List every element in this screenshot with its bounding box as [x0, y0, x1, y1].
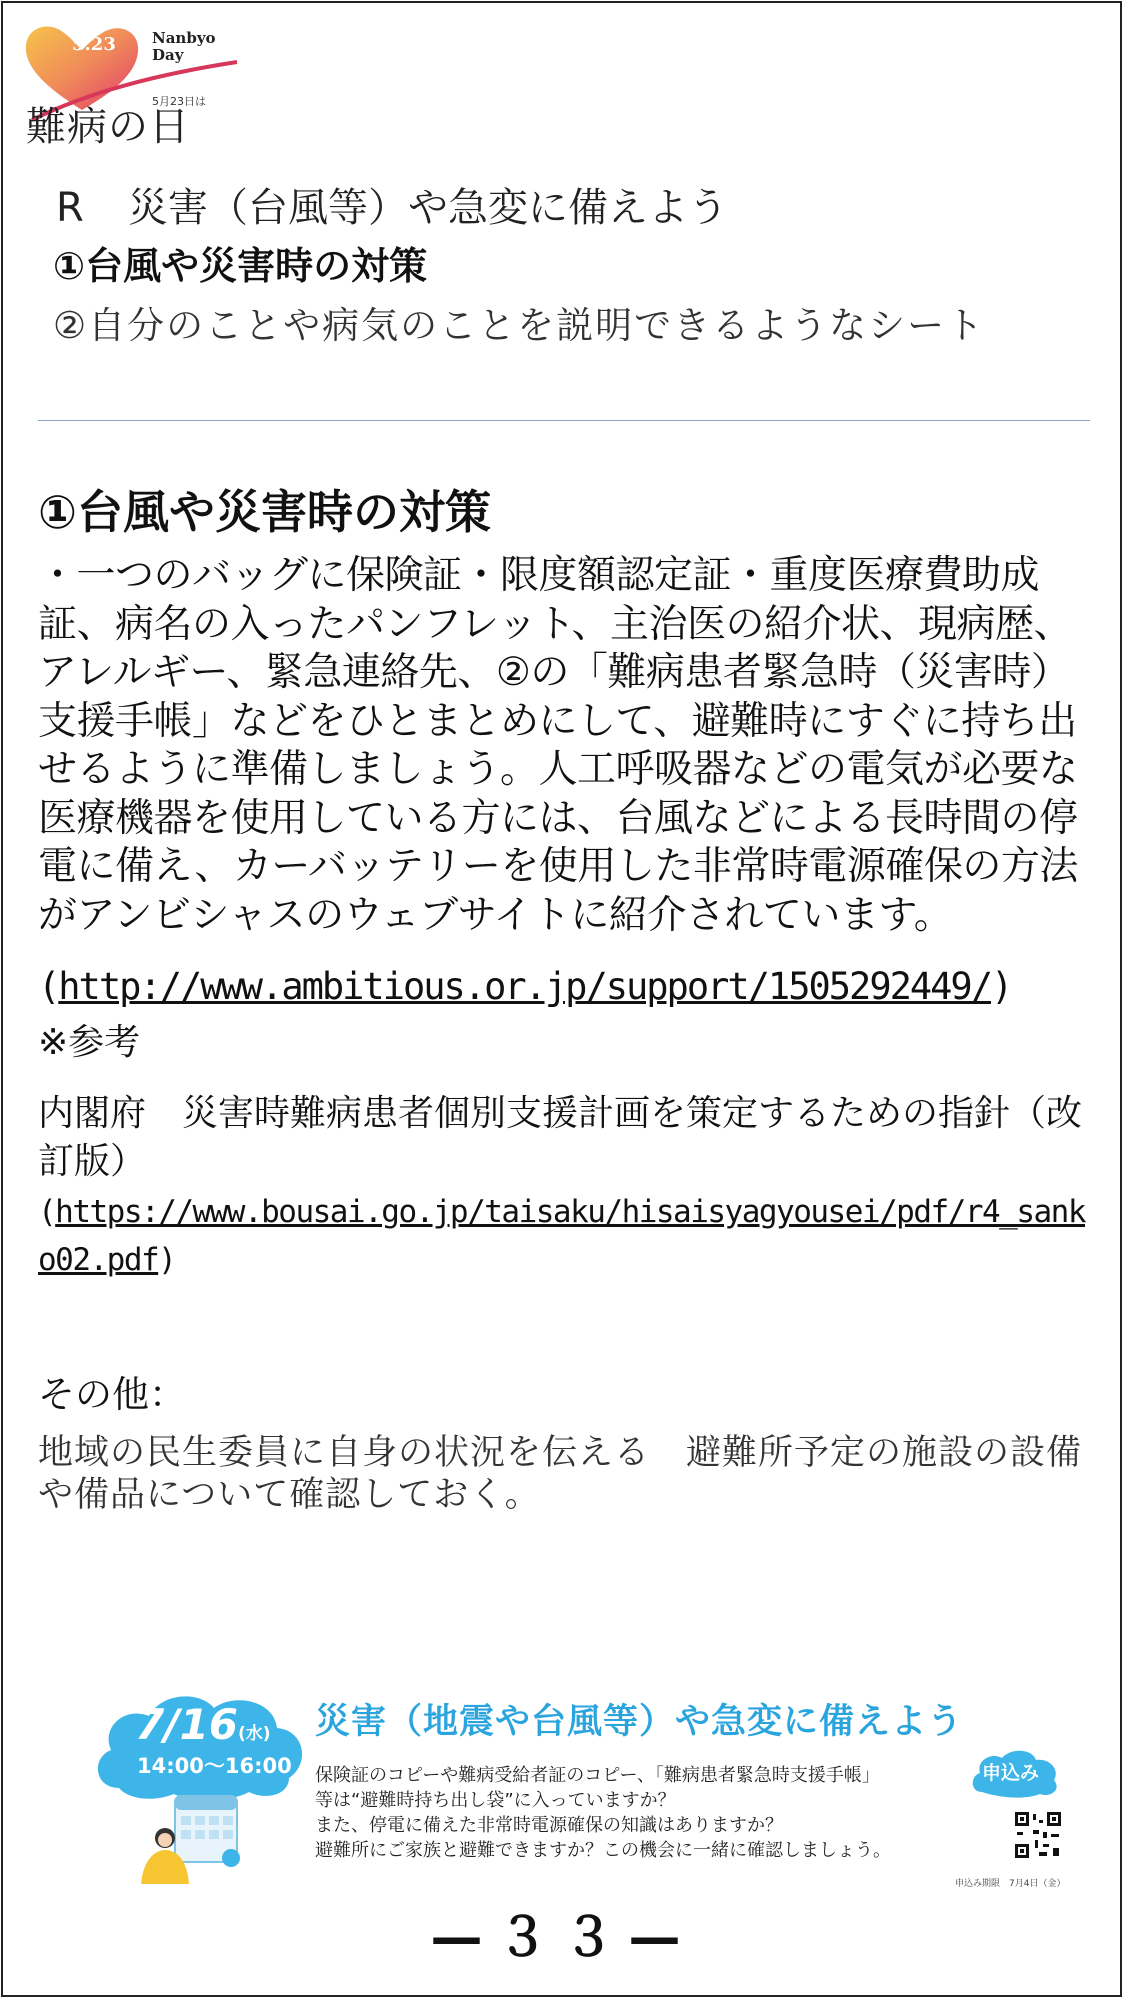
bousai-link[interactable]: https://www.bousai.go.jp/taisaku/hisaisyagyousei/pdf/r4_sanko02.pdf	[38, 1194, 1085, 1278]
toc-heading	[56, 180, 985, 236]
reference-label: ※参考	[38, 1022, 141, 1063]
banner-description	[315, 1763, 891, 1863]
event-banner	[85, 1688, 1070, 1888]
calendar-person-illustration	[135, 1788, 245, 1886]
banner-line-3: また、停電に備えた非常時電源確保の知識はありますか？	[315, 1815, 783, 1836]
toc-letter: R	[56, 185, 84, 231]
toc-heading-text: 災害（台風等）や急変に備えよう	[128, 185, 728, 231]
qr-code-icon[interactable]	[1013, 1810, 1063, 1860]
page-number: —３３—	[430, 1908, 695, 1968]
event-date	[135, 1700, 271, 1749]
logo-small-date: 5月23日は	[152, 95, 206, 108]
event-weekday: (水)	[238, 1724, 271, 1744]
logo-kanji: 難病の日	[26, 104, 190, 150]
toc-item-1: ①台風や災害時の対策	[53, 244, 428, 288]
toc-item-2: ②自分のことや病気のことを説明できるようなシート	[53, 304, 986, 347]
section-title: ①台風や災害時の対策	[38, 485, 491, 539]
main-content	[38, 482, 1088, 1516]
logo-english: Nanbyo Day	[152, 29, 216, 64]
section-body: ・一つのバッグに保険証・限度額認定証・重度医療費助成証、病名の入ったパンフレット、主治医の紹介状、現病歴、アレルギー、緊急連絡先、②の「難病患者緊急時（災害時）支援手帳」などをひとまとめにして、避難時にすぐに持ち出せるように準備しましょう。人工呼吸器などの電気が必要な医療機器を使用している方には、台風などによる長時間の停電に備え、カーバッテリーを使用した非常時電源確保の方法がアンビシャスのウェブサイトに紹介されています。	[38, 553, 1078, 938]
banner-line-1: 保険証のコピーや難病受給者証のコピー、「難病患者緊急時支援手帳」	[315, 1765, 880, 1786]
ambitious-link[interactable]: http://www.ambitious.or.jp/support/1505292449/	[58, 965, 991, 1008]
banner-title: 災害（地震や台風等）や急変に備えよう	[315, 1702, 964, 1742]
divider	[38, 420, 1090, 421]
event-time: 14:00〜16:00	[137, 1754, 292, 1778]
bousai-url: (https://www.bousai.go.jp/taisaku/hisaisyagyousei/pdf/r4_sanko02.pdf)	[38, 1194, 1085, 1278]
banner-line-2: 等は“避難時持ち出し袋”に入っていますか？	[315, 1790, 676, 1811]
section-toc	[53, 180, 986, 356]
banner-line-4: 避難所にご家族と避難できますか？この機会に一緒に確認しましょう。	[315, 1840, 891, 1861]
logo-date-badge: 5.23	[72, 34, 116, 55]
apply-deadline: 申込み期限 7月4日（金）	[955, 1879, 1066, 1889]
cabinet-guideline: 内閣府 災害時難病患者個別支援計画を策定するための指針（改訂版）	[38, 1093, 1083, 1182]
apply-button[interactable]: 申込み	[982, 1762, 1040, 1784]
event-date-text: 7/16	[135, 1700, 239, 1749]
other-text: 地域の民生委員に自身の状況を伝える 避難所予定の施設の設備や備品について確認しておく。	[38, 1433, 1083, 1515]
ambitious-url: (http://www.ambitious.or.jp/support/1505292449/)	[38, 965, 1012, 1008]
other-label: その他：	[38, 1373, 186, 1416]
